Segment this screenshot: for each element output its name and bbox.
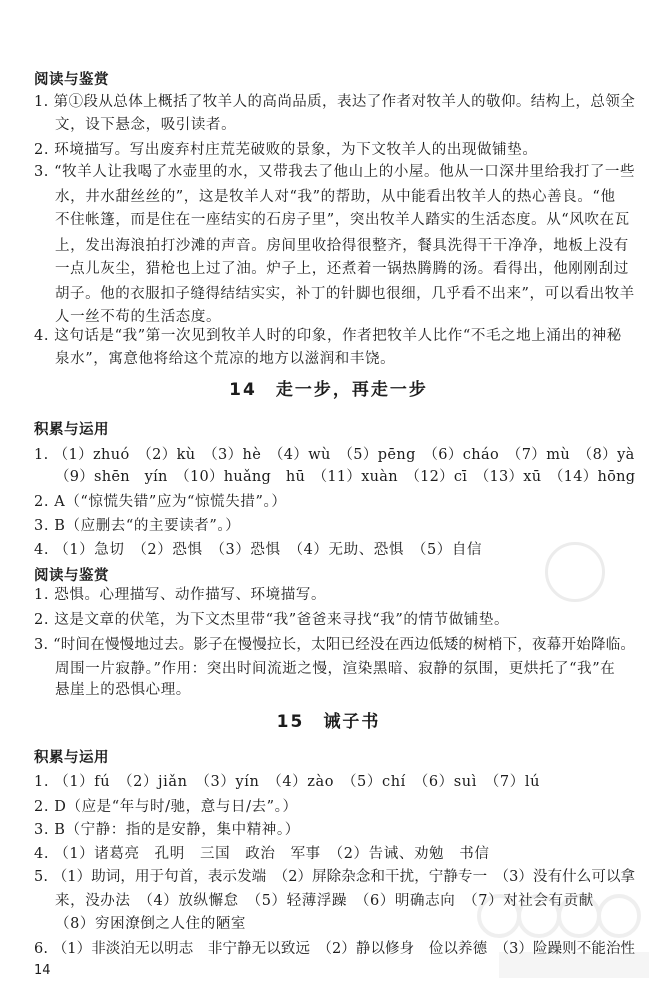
answer-item: 5. （1）助词，用于句首，表示发端 （2）屏除杂念和干扰，宁静专一 （3）没有什么可以拿 — [34, 869, 636, 885]
answer-item: 1. 恐惧。心理描写、动作描写、环境描写。 — [34, 587, 327, 603]
answer-continuation-line: 上，发出海浪拍打沙滩的声音。房间里收拾得很整齐，餐具洗得干干净净，地板上没有 — [55, 238, 629, 254]
page-number: 14 — [34, 963, 51, 978]
answer-continuation-line: 不住帐篷，而是住在一座结实的石房子里”，突出牧羊人踏实的生活态度。从“风吹在瓦 — [55, 212, 630, 228]
answer-continuation-line: 水，井水甜丝丝的”，这是牧羊人对“我”的帮助，从中能看出牧羊人的热心善良。“他 — [55, 189, 616, 205]
answer-item: 4. （1）急切 （2）恐惧 （3）恐惧 （4）无助、恐惧 （5）自信 — [34, 542, 483, 558]
answer-continuation-line: 胡子。他的衣服扣子缝得结结实实，补丁的针脚也很细，几乎看不出来”，可以看出牧羊 — [55, 286, 635, 302]
answer-item: 3. “时间在慢慢地过去。影子在慢慢拉长，太阳已经没在西边低矮的树梢下，夜幕开始降临。 — [34, 637, 636, 653]
answer-item: 2. A（“惊慌失错”应为“惊慌失措”。） — [34, 494, 287, 510]
answer-item: 2. 环境描写。写出废弃村庄荒芜破败的景象，为下文牧羊人的出现做铺垫。 — [34, 142, 538, 158]
answer-item: 4. （1）诸葛亮 孔明 三国 政治 军事 （2）告诫、劝勉 书信 — [34, 846, 490, 862]
answer-continuation-line: 悬崖上的恐惧心理。 — [55, 682, 191, 698]
answer-continuation-line: 周围一片寂静。”作用：突出时间流逝之慢，渲染黑暗、寂静的氛围，更烘托了“我”在 — [55, 661, 616, 677]
answer-continuation-line: 人一丝不苟的生活态度。 — [55, 309, 222, 325]
answer-item: 2. D（应是“年与时/驰，意与日/去”。） — [34, 799, 298, 815]
answer-item: 3. B（宁静：指的是安静，集中精神。） — [34, 822, 300, 838]
section-heading: 积累与运用 — [34, 750, 109, 766]
answer-item: 1. 第①段从总体上概括了牧羊人的高尚品质，表达了作者对牧羊人的敬仰。结构上，总领全 — [34, 94, 636, 110]
answer-item: 3. B（应删去“的主要读者”。） — [34, 518, 241, 534]
answer-item: 1. （1）zhuó （2）kù （3）hè （4）wù （5）pēng （6）cháo （7）mù （8）yà — [34, 447, 635, 463]
section-heading: 阅读与鉴赏 — [34, 72, 109, 88]
answer-continuation-line: （9）shēn yín （10）huǎng hū （11）xuàn （12）cī （13）xū （14）hōng — [55, 469, 636, 485]
answer-item: 3. “牧羊人让我喝了水壶里的水，又带我去了他山上的小屋。他从一口深井里给我打了一些 — [34, 164, 636, 180]
answer-continuation-line: （8）穷困潦倒之人住的陋室 — [55, 916, 247, 932]
lesson-title: 15 诫子书 — [276, 712, 381, 732]
watermark-seal — [545, 542, 605, 602]
answer-item: 4. 这句话是“我”第一次见到牧羊人时的印象，作者把牧羊人比作“不毛之地上涌出的神秘 — [34, 328, 622, 344]
answer-item: 6. （1）非淡泊无以明志 非宁静无以致远 （2）静以修身 俭以养德 （3）险躁则不能治性 — [34, 941, 636, 957]
answer-continuation-line: 文，设下悬念，吸引读者。 — [55, 117, 237, 133]
lesson-title: 14 走一步，再走一步 — [229, 380, 428, 400]
section-heading: 积累与运用 — [34, 422, 109, 438]
answer-continuation-line: 一点儿灰尘，猎枪也上过了油。炉子上，还煮着一锅热腾腾的汤。看得出，他刚刚刮过 — [55, 261, 629, 277]
answer-item: 2. 这是文章的伏笔，为下文杰里带“我”爸爸来寻找“我”的情节做铺垫。 — [34, 612, 510, 628]
answer-continuation-line: 泉水”，寓意他将给这个荒凉的地方以滋润和丰饶。 — [55, 351, 396, 367]
section-heading: 阅读与鉴赏 — [34, 568, 109, 584]
answer-item: 1. （1）fú （2）jiǎn （3）yín （4）zào （5）chí （6）suì （7）lú — [34, 774, 541, 790]
answer-continuation-line: 来，没办法 （4）放纵懈怠 （5）轻薄浮躁 （6）明确志向 （7）对社会有贡献 — [55, 893, 594, 909]
